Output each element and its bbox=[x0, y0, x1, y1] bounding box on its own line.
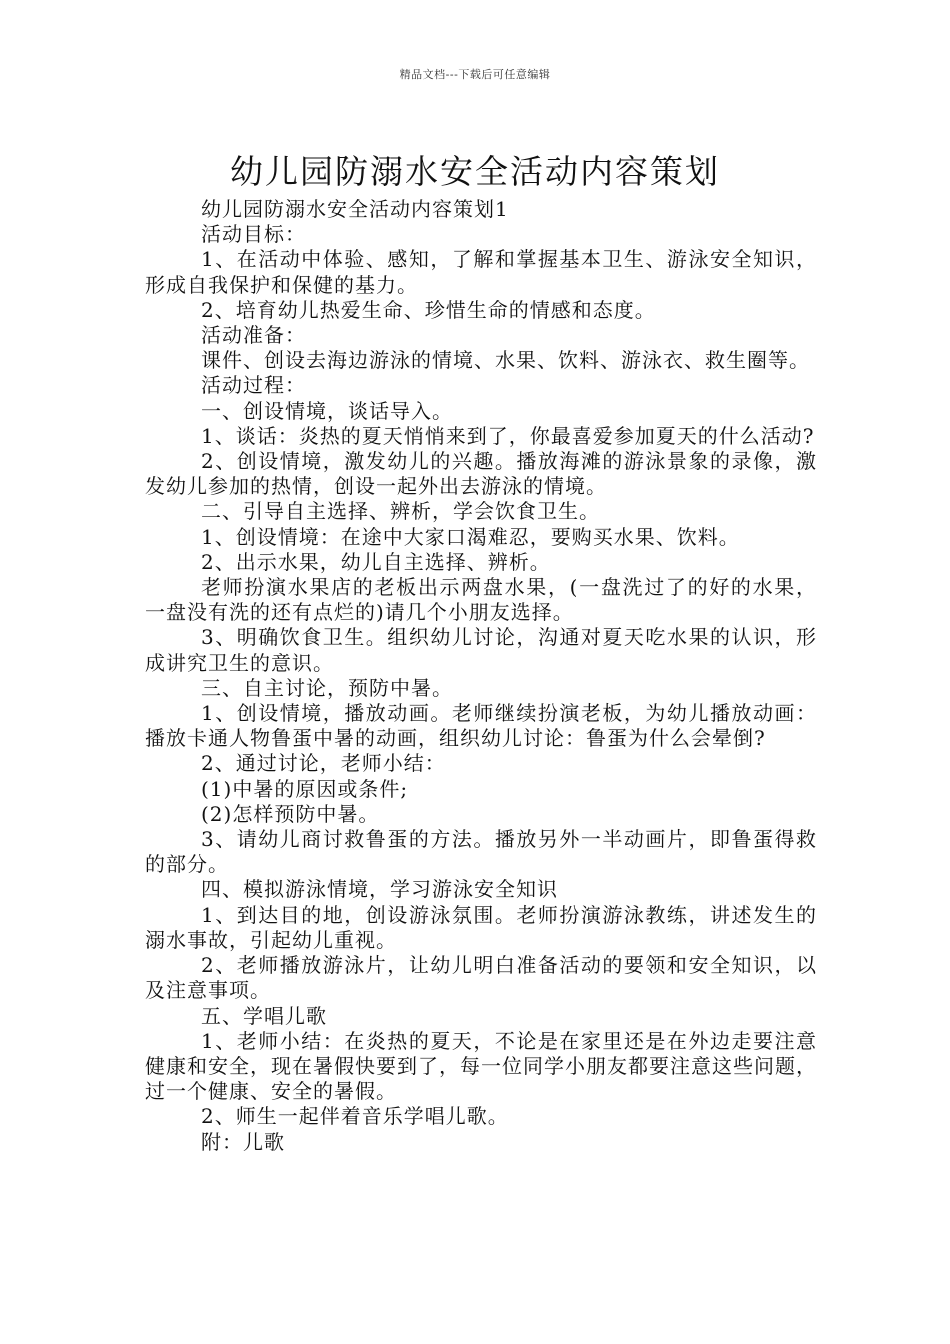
paragraph: 2、培育幼儿热爱生命、珍惜生命的情感和态度。 bbox=[201, 297, 656, 322]
paragraph: 1、创设情境：在途中大家口渴难忍，要购买水果、饮料。 bbox=[201, 524, 740, 549]
paragraph: 附：儿歌 bbox=[201, 1129, 285, 1154]
paragraph: 四、模拟游泳情境，学习游泳安全知识 bbox=[201, 877, 558, 902]
paragraph: 活动目标： bbox=[201, 222, 306, 247]
header-note: 精品文档---下载后可任意编辑 bbox=[399, 68, 551, 81]
paragraph: (1)中暑的原因或条件; bbox=[201, 776, 409, 801]
paragraph: 五、学唱儿歌 bbox=[201, 1003, 327, 1028]
paragraph: 活动准备： bbox=[201, 323, 306, 348]
paragraph: 1、到达目的地，创设游泳氛围。老师扮演游泳教练，讲述发生的溺水事故，引起幼儿重视。 bbox=[145, 902, 817, 952]
document-title: 幼儿园防溺水安全活动内容策划 bbox=[230, 152, 720, 192]
paragraph: 2、创设情境，激发幼儿的兴趣。播放海滩的游泳景象的录像，激发幼儿参加的热情，创设一起外出去游泳的情境。 bbox=[145, 449, 817, 499]
paragraph: (2)怎样预防中暑。 bbox=[201, 801, 380, 826]
paragraph: 一、创设情境，谈话导入。 bbox=[201, 398, 453, 423]
paragraph: 幼儿园防溺水安全活动内容策划1 bbox=[201, 197, 509, 221]
paragraph: 1、谈话：炎热的夏天悄悄来到了，你最喜爱参加夏天的什么活动? bbox=[201, 423, 815, 448]
paragraph: 三、自主讨论，预防中暑。 bbox=[201, 675, 453, 700]
paragraph: 2、出示水果，幼儿自主选择、辨析。 bbox=[201, 549, 551, 574]
paragraph: 2、师生一起伴着音乐学唱儿歌。 bbox=[201, 1104, 509, 1129]
document-body bbox=[145, 197, 817, 1155]
paragraph: 活动过程： bbox=[201, 373, 306, 398]
paragraph: 1、创设情境，播放动画。老师继续扮演老板，为幼儿播放动画：播放卡通人物鲁蛋中暑的动画，组织幼儿讨论：鲁蛋为什么会晕倒? bbox=[145, 701, 817, 751]
paragraph: 2、老师播放游泳片，让幼儿明白准备活动的要领和安全知识，以及注意事项。 bbox=[145, 953, 817, 1003]
paragraph: 课件、创设去海边游泳的情境、水果、饮料、游泳衣、救生圈等。 bbox=[201, 348, 810, 373]
paragraph: 2、通过讨论，老师小结： bbox=[201, 751, 446, 776]
paragraph: 1、老师小结：在炎热的夏天，不论是在家里还是在外边走要注意健康和安全，现在暑假快要到了，每一位同学小朋友都要注意这些问题，过一个健康、安全的暑假。 bbox=[145, 1028, 817, 1104]
paragraph: 二、引导自主选择、辨析，学会饮食卫生。 bbox=[201, 499, 600, 524]
paragraph: 3、请幼儿商讨救鲁蛋的方法。播放另外一半动画片，即鲁蛋得救的部分。 bbox=[145, 827, 817, 877]
paragraph: 1、在活动中体验、感知，了解和掌握基本卫生、游泳安全知识，形成自我保护和保健的基力。 bbox=[145, 247, 817, 297]
paragraph: 老师扮演水果店的老板出示两盘水果，(一盘洗过了的好的水果，一盘没有洗的还有点烂的)请几个小朋友选择。 bbox=[145, 575, 817, 625]
paragraph: 3、明确饮食卫生。组织幼儿讨论，沟通对夏天吃水果的认识，形成讲究卫生的意识。 bbox=[145, 625, 817, 675]
